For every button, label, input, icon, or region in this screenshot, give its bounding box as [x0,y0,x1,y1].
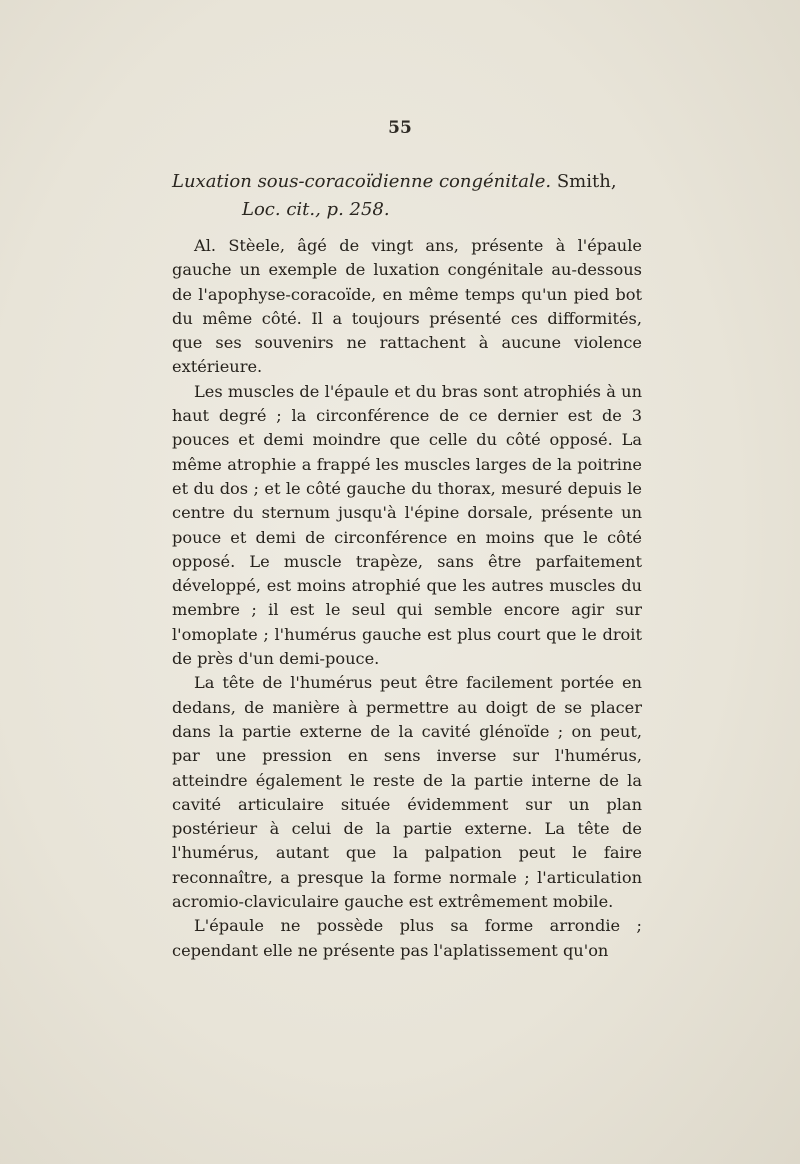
paragraph: Les muscles de l'épaule et du bras sont atrophiés à un haut degré ; la circonférence de ce dernier est de 3 pouces et demi moindre que celle du côté opposé. La même atrophie a frappé les muscles larges de la poitrine et du dos ; et le côté gauche du thorax, mesuré depuis le centre du sternum jusqu'à l'épine dorsale, présente un pouce et demi de circonférence en moins que le côté opposé. Le muscle trapèze, sans être parfaitement développé, est moins atrophié que les autres muscles du membre ; il est le seul qui semble encore agir sur l'omoplate ; l'humérus gauche est plus court que le droit de près d'un demi-pouce. [172,381,642,669]
page-number: 55 [388,118,412,138]
paragraph: Al. Stèele, âgé de vingt ans, présente à l'épaule gauche un exemple de luxation congénitale au-dessous de l'apophyse-coracoïde, en même temps qu'un pied bot du même côté. Il a toujours présenté ces difformités, que ses souvenirs ne rattachent à aucune violence extérieure. [172,236,642,377]
heading-author: Smith, [556,171,617,192]
section-heading [172,168,642,224]
heading-title: Luxation sous-coracoïdienne congénitale. [172,171,552,192]
paragraph: L'épaule ne possède plus sa forme arrondie ; cependant elle ne présente pas l'aplatissement qu'on [172,916,642,960]
heading-citation: Loc. cit., p. 258. [242,199,390,220]
body-text [172,234,642,963]
paragraph: La tête de l'humérus peut être facilement portée en dedans, de manière à permettre au doigt de se placer dans la partie externe de la cavité glénoïde ; on peut, par une pression en sens inverse sur l'humérus, atteindre également le reste de la partie interne de la cavité articulaire située évidemment sur un plan postérieur à celui de la partie externe. La tête de l'humérus, autant que la palpation peut le faire reconnaître, a presque la forme normale ; l'articulation acromio-claviculaire gauche est extrêmement mobile. [172,673,642,912]
